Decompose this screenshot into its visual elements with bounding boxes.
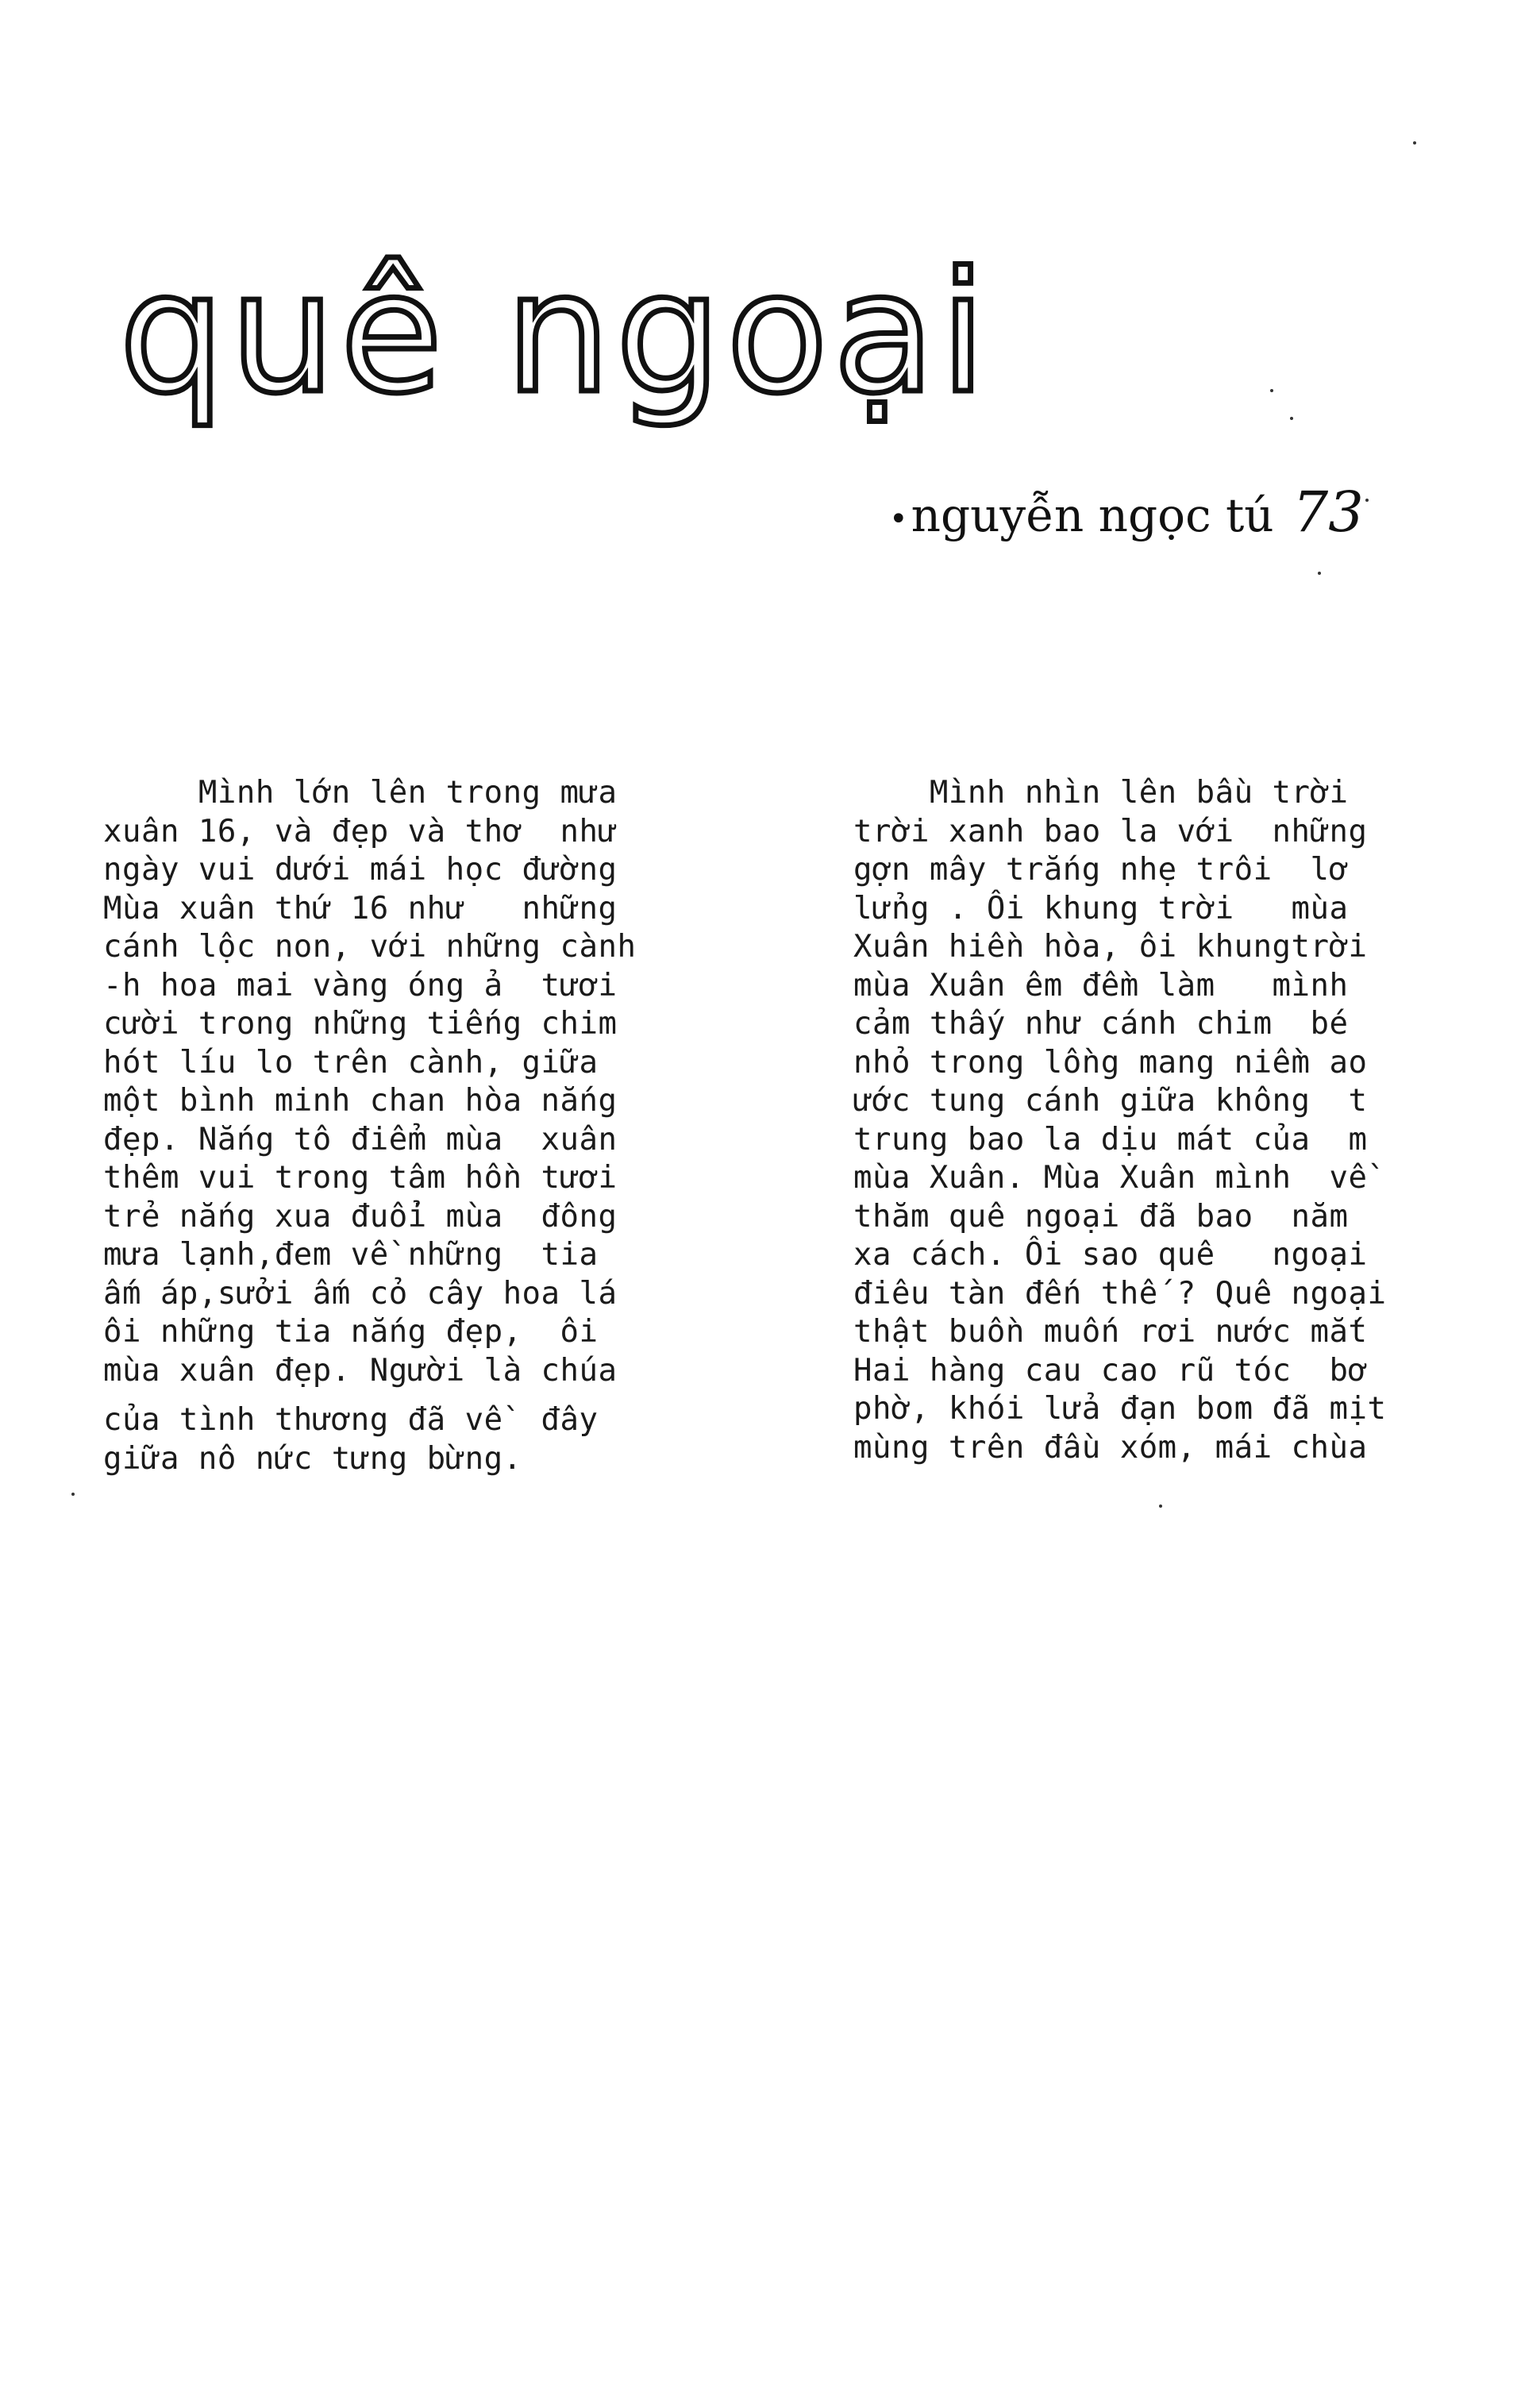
article-title: quê ngoại	[119, 236, 992, 430]
paper-speck	[1290, 417, 1293, 420]
text-line: Xuân hiền hòa, ôi khungtrời	[853, 929, 1368, 965]
text-line: Mình lớn lên trong mưa	[103, 775, 618, 811]
text-line: Hai hàng cau cao rũ tóc bơ	[853, 1352, 1368, 1389]
paper-speck	[1365, 499, 1369, 502]
text-line: Mùa xuân thứ 16 như những	[103, 890, 618, 927]
text-line: mùa Xuân êm đềm làm mình	[853, 967, 1349, 1004]
paper-speck	[71, 1493, 75, 1496]
paper-speck	[1413, 141, 1416, 144]
right-column	[853, 774, 1473, 1467]
text-line: nhỏ trong lồng mang niềm ao	[853, 1044, 1368, 1081]
text-line: trung bao la dịu mát của m	[853, 1121, 1368, 1158]
text-line: ước tung cánh giữa không t	[853, 1083, 1368, 1119]
line-gap	[103, 1390, 707, 1401]
text-line: của tình thương đã về đây	[103, 1402, 599, 1438]
text-line: đẹp. Nắng tô điểm mùa xuân	[103, 1121, 618, 1158]
text-line: thăm quê ngoại đã bao năm	[853, 1198, 1349, 1235]
text-line: mùng trên đầu xóm, mái chùa	[853, 1429, 1368, 1466]
bullet-mark: •	[889, 500, 908, 537]
text-line: giữa nô nức tưng bừng.	[103, 1440, 522, 1477]
text-line: thêm vui trong tâm hồn tươi	[103, 1160, 618, 1196]
text-line: ngày vui dưới mái học đường	[103, 852, 618, 888]
author-name: nguyễn ngọc tú	[911, 488, 1274, 542]
text-line: lửng . Ôi khung trời mùa	[853, 890, 1349, 927]
page-number: 73	[1292, 480, 1364, 545]
text-line: trời xanh bao la với những	[853, 813, 1368, 850]
text-line: cười trong những tiếng chim	[103, 1006, 618, 1042]
left-column	[103, 774, 707, 1478]
text-line: cánh lộc non, với những cành	[103, 929, 637, 965]
text-line: ôi những tia nắng đẹp, ôi	[103, 1314, 599, 1350]
text-line: phờ, khói lửa đạn bom đã mịt	[853, 1391, 1387, 1427]
text-line: thật buồn muốn rơi nước mắt	[853, 1314, 1368, 1350]
paper-speck	[1270, 389, 1273, 392]
text-line: điêu tàn đến thế ? Quê ngoại	[853, 1275, 1387, 1312]
text-line: mùa Xuân. Mùa Xuân mình về	[853, 1160, 1368, 1196]
text-line: cảm thấy như cánh chim bé	[853, 1006, 1349, 1042]
byline	[889, 476, 1364, 555]
text-line: xa cách. Ôi sao quê ngoại	[853, 1237, 1368, 1273]
text-line: trẻ nắng xua đuổi mùa đông	[103, 1198, 618, 1235]
text-line: -h hoa mai vàng óng ả tươi	[103, 967, 618, 1004]
paper-speck	[1318, 572, 1321, 575]
text-line: xuân 16, và đẹp và thơ như	[103, 813, 618, 850]
text-line: hót líu lo trên cành, giữa	[103, 1044, 599, 1081]
paper-speck	[1159, 1505, 1162, 1508]
text-line: ấm áp,sưởi ấm cỏ cây hoa lá	[103, 1275, 618, 1312]
text-line: một bình minh chan hòa nắng	[103, 1083, 618, 1119]
text-line: mưa lạnh,đem về những tia	[103, 1237, 599, 1273]
text-line: gợn mây trắng nhẹ trôi lơ	[853, 852, 1349, 888]
text-line: mùa xuân đẹp. Người là chúa	[103, 1352, 618, 1389]
text-line: Mình nhìn lên bầu trời	[853, 775, 1349, 811]
